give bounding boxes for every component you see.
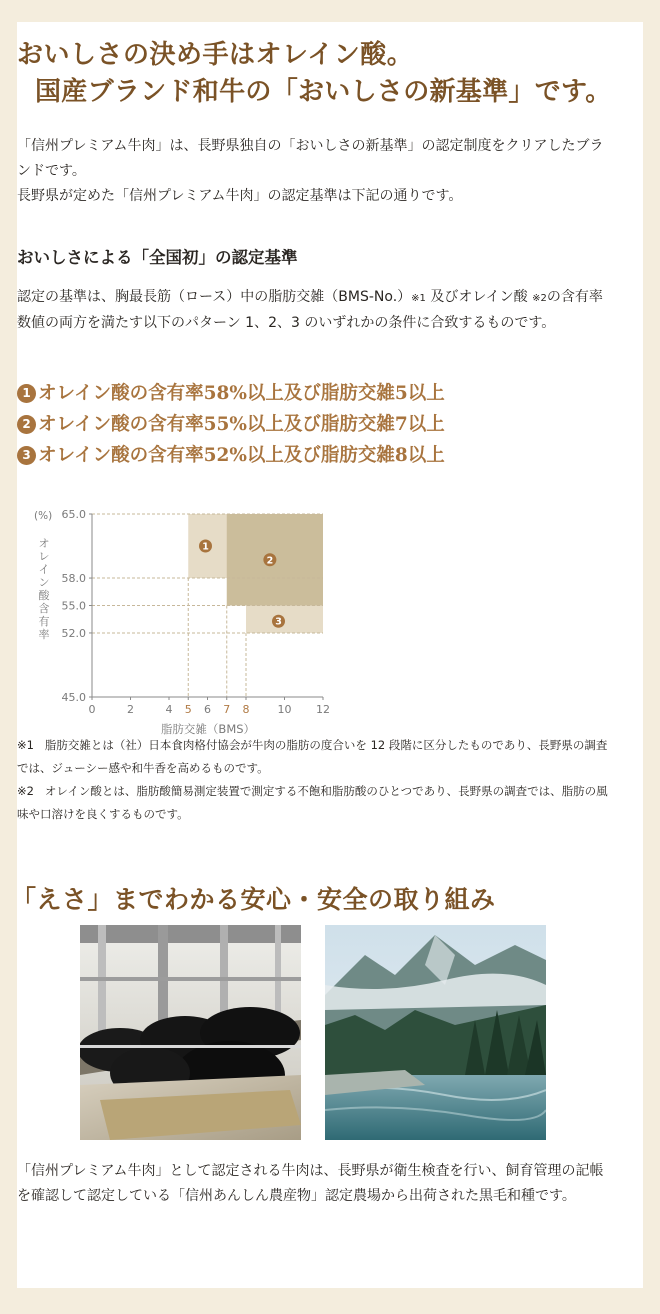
chart-region-badge-label: 1 — [202, 541, 209, 553]
footnote-ref-1: ※1 — [411, 293, 426, 304]
criteria-text-a: 認定の基準は、胸最長筋（ロース）中の脂肪交雑（BMS-No.） — [17, 289, 412, 305]
footnote-text: 脂肪交雑とは（社）日本食肉格付協会が牛肉の脂肪の度合いを 12 段階に区分したものであり、長野県の調査では、ジューシー感や和牛香を高めるものです。 — [17, 738, 608, 775]
footnote-mark: ※1 — [17, 738, 34, 752]
chart-y-tick-label: 55.0 — [61, 599, 86, 613]
intro-paragraph-1: 「信州プレミアム牛肉」は、長野県独自の「おいしさの新基準」の認定制度をクリアしたブランドです。 — [17, 138, 604, 179]
chart-y-tick-label: 65.0 — [61, 508, 86, 521]
pattern-text: オレイン酸の含有率58%以上及び脂肪交雑5以上 — [38, 383, 445, 404]
pattern-number-badge: 3 — [17, 446, 36, 465]
chart-y-tick-label: 58.0 — [61, 572, 86, 586]
intro-paragraph-2: 長野県が定めた「信州プレミアム牛肉」の認定基準は下記の通りです。 — [17, 188, 463, 204]
chart-x-tick-label: 10 — [277, 703, 292, 716]
mountain-river-photo — [325, 925, 546, 1140]
chart-x-axis-label: 脂肪交雑（BMS） — [160, 722, 256, 736]
criteria-text-c: の含有率数値の両方を満たす以下のパターン 1、2、3 のいずれかの条件に合致するものです。 — [17, 289, 603, 331]
chart-y-axis-label: オレイン酸含有率 — [38, 537, 50, 641]
chart-region-badge-label: 2 — [266, 555, 274, 567]
pattern-text: オレイン酸の含有率52%以上及び脂肪交雑8以上 — [38, 445, 445, 466]
chart-y-tick-label: 45.0 — [61, 691, 86, 704]
chart-x-tick-label: 5 — [184, 703, 192, 716]
criteria-heading: おいしさによる「全国初」の認定基準 — [17, 248, 298, 267]
chart-y-tick-label: 52.0 — [61, 626, 86, 640]
footnotes — [17, 734, 615, 826]
page-title-line2: 国産ブランド和牛の「おいしさの新基準」です。 — [35, 77, 612, 107]
chart-x-tick-label: 8 — [242, 703, 250, 716]
chart-x-tick-label: 6 — [204, 703, 211, 716]
chart-unit-label: (%) — [34, 510, 53, 522]
cattle-barn-photo — [80, 925, 301, 1140]
footnote-ref-2: ※2 — [532, 293, 547, 304]
pattern-text: オレイン酸の含有率55%以上及び脂肪交雑7以上 — [38, 414, 445, 435]
safety-paragraph: 「信州プレミアム牛肉」として認定される牛肉は、長野県が衛生検査を行い、飼育管理の記帳を確認して認定している「信州あんしん農産物」認定農場から出荷された黒毛和種です。 — [17, 1163, 604, 1204]
chart-x-tick-label: 0 — [88, 703, 96, 716]
chart-x-tick-label: 4 — [165, 703, 173, 716]
pattern-number-badge: 1 — [17, 384, 36, 403]
chart-region-badge-label: 3 — [275, 616, 282, 628]
pattern-number-badge: 2 — [17, 415, 36, 434]
footnote-text: オレイン酸とは、脂肪酸簡易測定装置で測定する不飽和脂肪酸のひとつであり、長野県の調査では、脂肪の風味や口溶けを良くするものです。 — [17, 784, 608, 821]
footnote-2 — [17, 780, 615, 826]
page-title-line1: おいしさの決め手はオレイン酸。 — [17, 40, 414, 70]
chart-x-tick-label: 2 — [127, 703, 134, 716]
safety-heading: 「えさ」までわかる安心・安全の取り組み — [11, 885, 496, 914]
chart-x-tick-label: 12 — [316, 703, 330, 716]
footnote-mark: ※2 — [17, 784, 34, 798]
criteria-text-b: 及びオレイン酸 — [425, 289, 533, 305]
footnote-1 — [17, 734, 615, 780]
chart-x-tick-label: 7 — [223, 703, 231, 716]
